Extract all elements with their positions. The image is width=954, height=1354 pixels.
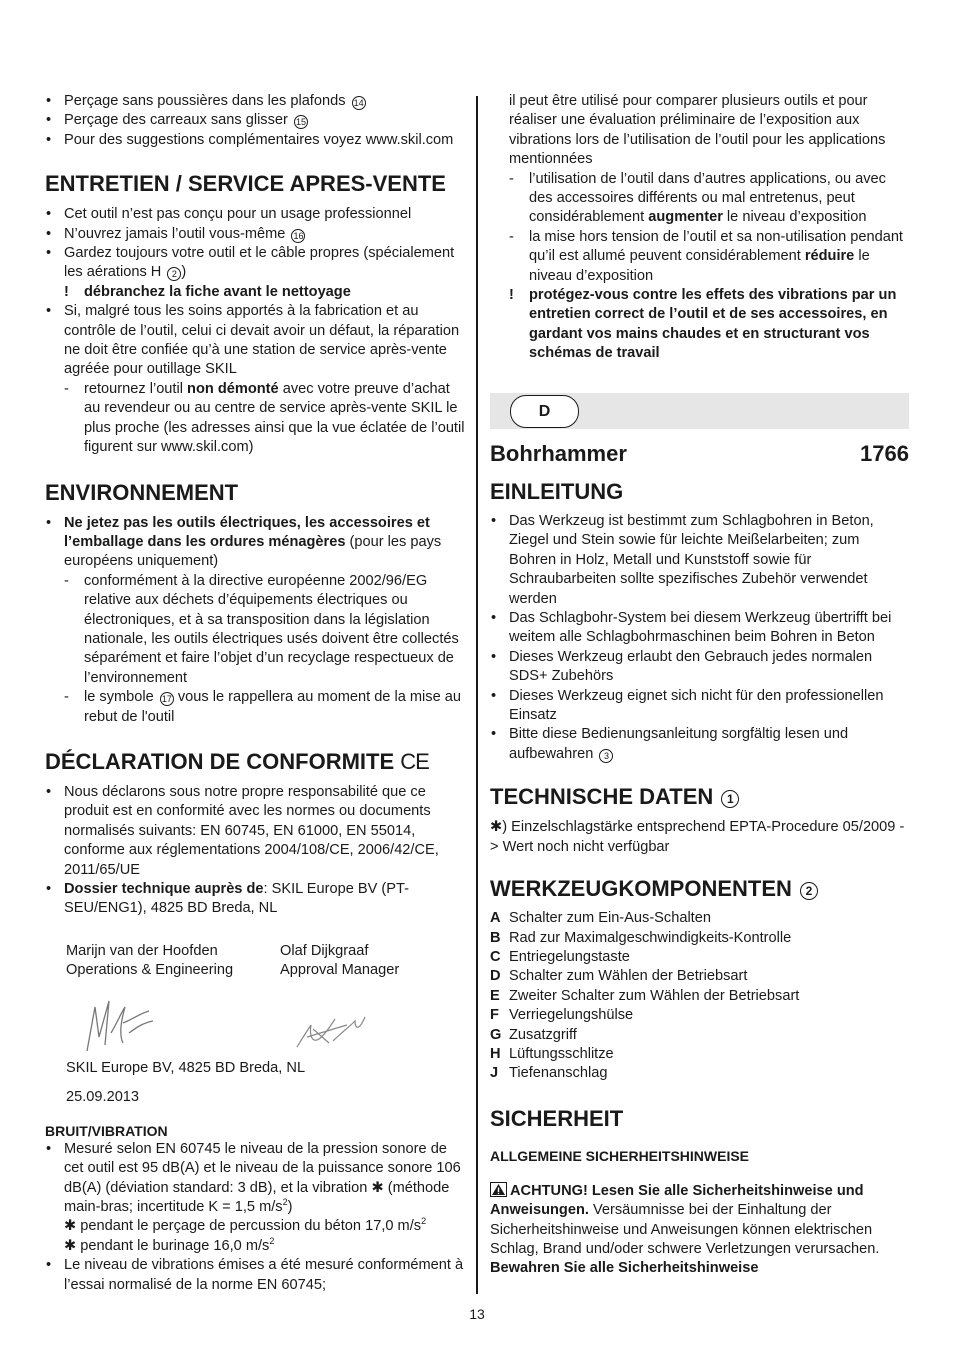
heading-werkzeugkomponenten xyxy=(490,876,909,902)
component-item xyxy=(490,987,909,1006)
component-key: C xyxy=(490,948,501,965)
component-key: G xyxy=(490,1026,502,1043)
warning-triangle-icon xyxy=(490,1182,507,1197)
subheading-sicherheitshinweise: ALLGEMEINE SICHERHEITSHINWEISE xyxy=(490,1147,750,1164)
warning-text: protégez-vous contre les effets des vibrations par un entretien correct de l’outil et de ses accessoires, en gardant vos mains chaudes et en structurant vos schémas de travail xyxy=(529,287,897,362)
ref-circle: 2 xyxy=(800,882,818,900)
signatory-1 xyxy=(66,942,233,981)
right-column xyxy=(490,92,910,364)
signatory-name: Olaf Dijkgraaf xyxy=(280,942,369,959)
left-column xyxy=(45,92,467,1295)
declaration-date: 25.09.2013 xyxy=(66,1088,140,1105)
superscript: 2 xyxy=(421,1216,427,1227)
sub-text-bold: réduire xyxy=(804,248,855,265)
warning-bold-text: ACHTUNG! Lesen Sie alle Sicherheitshinweise und Anweisungen. xyxy=(490,1182,864,1219)
signature-1-icon xyxy=(81,993,161,1057)
sub-text: vous le rappellera au moment de la mise au rebut de l'outil xyxy=(84,689,461,725)
sub-text: conformément à la directive européenne 2002/96/EG relative aux déchets d’équipements électriques ou électroniques, et à sa transposition dans la législation nationale, les outils électriques usés doivent être collectés séparément et faire l’objet d’un recyclage respectueux de l’environnement xyxy=(84,572,459,686)
component-key: H xyxy=(490,1045,501,1062)
ref-circle: 17 xyxy=(161,694,172,705)
component-key: F xyxy=(490,1007,499,1024)
list-item xyxy=(45,111,467,130)
dash-marker: - xyxy=(64,572,69,589)
signatory-name: Marijn van der Hoofden xyxy=(66,942,218,959)
component-label: Tiefenanschlag xyxy=(509,1065,608,1082)
sub-text-bold: augmenter xyxy=(648,209,723,226)
ref-circle: 15 xyxy=(295,117,306,128)
component-label: Zusatzgriff xyxy=(509,1026,577,1043)
heading-environnement: ENVIRONNEMENT xyxy=(45,479,239,505)
heading-einleitung: EINLEITUNG xyxy=(490,479,624,504)
entretien-list xyxy=(45,205,467,283)
signatory-role: Operations & Engineering xyxy=(66,962,234,979)
list-item xyxy=(490,725,909,764)
component-label: Verriegelungshülse xyxy=(509,1007,634,1024)
warning-bold-text: Bewahren Sie alle Sicherheitshinweise xyxy=(490,1260,759,1277)
signature-2-icon xyxy=(293,1007,373,1055)
signatory-role: Approval Manager xyxy=(280,962,400,979)
ref-circle: 14 xyxy=(353,98,364,108)
sub-text: retournez l’outil xyxy=(84,380,188,397)
component-key: E xyxy=(490,987,500,1004)
list-item-text: Bitte diese Bedienungsanleitung sorgfältig lesen und aufbewahren xyxy=(509,726,849,762)
star-icon: ✱ xyxy=(64,1237,77,1254)
sub-text: la mise hors tension de l’outil et sa non-utilisation pendant qu’il est allumé peuvent considérablement xyxy=(529,228,903,265)
heading-text: WERKZEUGKOMPONENTEN xyxy=(490,876,792,902)
sub-text: l’utilisation de l’outil dans d’autres applications, ou avec des accessoires différents ou mal entretenus, peut considérablement xyxy=(529,170,886,226)
column-divider xyxy=(476,96,478,1294)
component-label: Schalter zum Ein-Aus-Schalten xyxy=(509,910,711,927)
heading-bruit: BRUIT/VIBRATION xyxy=(45,1122,168,1139)
component-item xyxy=(490,1064,909,1083)
component-label: Zweiter Schalter zum Wählen der Betriebsart xyxy=(509,987,800,1004)
sub-text: le symbole xyxy=(84,689,154,706)
sub-text: le niveau d’exposition xyxy=(722,209,867,226)
warning-text: Versäumnisse bei der Einhaltung der Sicherheitshinweise und Anweisungen können elektrischen Schlag, Brand und/oder schwere Verletzungen verursachen. xyxy=(490,1202,880,1257)
list-item xyxy=(45,1140,467,1256)
sub-item xyxy=(490,170,910,228)
ref-circle: 2 xyxy=(167,267,181,281)
ce-mark-icon: CE xyxy=(400,748,429,774)
star-icon: ✱ xyxy=(64,1218,77,1235)
list-item xyxy=(45,225,467,244)
component-item xyxy=(490,1006,909,1025)
list-item: • Le niveau de vibrations émises a été mesuré conformément à l’essai normalisé de la norme EN 60745; xyxy=(45,1256,467,1295)
german-section xyxy=(490,441,909,1279)
components-list xyxy=(490,909,909,1084)
environnement-list xyxy=(45,514,467,572)
entretien-list-2 xyxy=(45,302,467,380)
list-item: • Dieses Werkzeug eignet sich nicht für den professionellen Einsatz xyxy=(490,687,909,726)
component-label: Schalter zum Wählen der Betriebsart xyxy=(509,968,748,985)
dash-marker: - xyxy=(64,689,69,706)
component-key: J xyxy=(490,1065,499,1082)
sub-item xyxy=(45,688,467,727)
list-item-text: N’ouvrez jamais l’outil vous-même xyxy=(64,225,286,242)
exclamation-mark: ! xyxy=(509,287,514,304)
list-item-text: ) xyxy=(181,264,187,281)
heading-technische-daten xyxy=(490,784,909,810)
note-text: ) Einzelschlagstärke entsprechend EPTA-Procedure 05/2009 -> Wert noch nicht verfügbar xyxy=(490,819,905,855)
list-item-bold: Ne jetez pas les outils électriques, les accessoires et l’emballage dans les ordures ménagères xyxy=(64,514,430,550)
dash-marker: - xyxy=(64,380,69,397)
conformite-list xyxy=(45,783,467,919)
language-banner xyxy=(490,393,909,429)
product-title xyxy=(490,441,909,467)
list-item-text: Perçage des carreaux sans glisser xyxy=(64,112,288,129)
signatory-2 xyxy=(280,942,399,981)
ref-circle: 3 xyxy=(599,749,613,763)
sub-text-bold: non démonté xyxy=(187,380,279,397)
dash-marker: - xyxy=(509,170,514,187)
list-item-bold: Dossier technique auprès de xyxy=(64,881,264,897)
dash-marker: - xyxy=(509,228,514,245)
list-item: • Das Werkzeug ist bestimmt zum Schlagbohren in Beton, Ziegel und Stein sowie für leichte Meißelarbeiten; zum Bohren in Holz, Metall und Kunststoff sowie für Schraubarbeiten sollte spezifisches Zubehör verwendet werden xyxy=(490,512,909,609)
list-item-text: pendant le perçage de percussion du béton 17,0 m/s xyxy=(76,1218,422,1235)
list-item-text: pendant le burinage 16,0 m/s xyxy=(76,1237,270,1254)
list-item xyxy=(45,514,467,572)
list-item-text: Perçage sans poussières dans les plafonds xyxy=(64,93,346,109)
sub-text: le niveau d’exposition xyxy=(529,248,870,284)
product-name: Bohrhammer xyxy=(490,441,627,466)
list-item: • Nous déclarons sous notre propre responsabilité que ce produit est en conformité avec les normes ou documents normalisés suivants: EN 60745, EN 61000, EN 55014, conforme aux réglementations 2004/108/CE, 2006/42/CE, 2011/65/UE xyxy=(45,783,467,880)
component-key: D xyxy=(490,968,501,985)
technical-note xyxy=(490,818,909,857)
list-item-text: ) xyxy=(287,1199,293,1216)
component-item xyxy=(490,909,909,928)
component-item xyxy=(490,929,909,948)
list-item xyxy=(45,880,467,919)
list-item: • Cet outil n’est pas conçu pour un usage professionnel xyxy=(45,205,467,224)
heading-sicherheit: SICHERHEIT xyxy=(490,1105,624,1131)
list-item: • Si, malgré tous les soins apportés à la fabrication et au contrôle de l’outil, celui ci devait avoir un défaut, la réparation ne doit être confiée qu’à une station de service après-vente agréée pour outillage SKIL xyxy=(45,302,467,380)
list-item-text: (pour les pays européens uniquement) xyxy=(64,533,442,570)
list-item xyxy=(45,131,467,150)
list-item: • Dieses Werkzeug erlaubt den Gebrauch jedes normalen SDS+ Zubehörs xyxy=(490,648,909,687)
component-item xyxy=(490,1026,909,1045)
warning-text: débranchez la fiche avant le nettoyage xyxy=(84,283,351,300)
component-label: Lüftungsschlitze xyxy=(509,1045,614,1062)
component-label: Rad zur Maximalgeschwindigkeits-Kontrolle xyxy=(509,929,792,946)
component-key: A xyxy=(490,910,501,927)
heading-entretien: ENTRETIEN / SERVICE APRES-VENTE xyxy=(45,171,446,197)
component-key: B xyxy=(490,929,501,946)
component-item xyxy=(490,1045,909,1064)
superscript: 2 xyxy=(269,1235,275,1246)
ref-circle: 1 xyxy=(721,790,739,808)
bruit-list xyxy=(45,1140,467,1295)
list-item xyxy=(45,244,467,283)
ref-circle: 16 xyxy=(293,230,304,241)
language-badge: D xyxy=(510,395,579,428)
heading-conformite xyxy=(45,749,467,775)
continuation-text: il peut être utilisé pour comparer plusieurs outils et pour réaliser une évaluation préliminaire de l’exposition aux vibrations lors de l’utilisation de l’outil pour les applications mentionnées xyxy=(509,93,886,168)
list-item-text: (méthode main-bras; incertitude K = 1,5 m/s xyxy=(64,1179,450,1216)
safety-warning xyxy=(490,1182,909,1279)
component-item xyxy=(490,948,909,967)
heading-text: TECHNISCHE DATEN xyxy=(490,784,714,810)
list-item-text: Mesuré selon EN 60745 le niveau de la pression sonore de cet outil est 95 dB(A) et le niveau de la puissance sonore 106 dB(A) (déviation standard: 3 dB), et la vibration xyxy=(64,1140,461,1196)
star-icon: ✱ xyxy=(490,819,503,836)
component-label: Entriegelungstaste xyxy=(509,948,630,965)
company-address: SKIL Europe BV, 4825 BD Breda, NL xyxy=(66,1059,306,1076)
list-item-text: : SKIL Europe BV (PT-SEU/ENG1), 4825 BD Breda, NL xyxy=(64,881,409,917)
signature-block xyxy=(45,919,467,1107)
sub-item xyxy=(490,228,910,286)
warning-line xyxy=(490,286,910,364)
list-item xyxy=(45,92,467,111)
product-number: 1766 xyxy=(860,441,909,466)
intro-list xyxy=(45,92,467,150)
einleitung-list xyxy=(490,512,909,764)
exclamation-mark: ! xyxy=(64,283,69,300)
page-number: 13 xyxy=(469,1306,485,1322)
component-item xyxy=(490,967,909,986)
sub-item xyxy=(45,380,467,458)
superscript: 2 xyxy=(282,1197,288,1208)
sub-item xyxy=(45,572,467,688)
warning-line xyxy=(45,283,467,302)
list-item: • Das Schlagbohr-System bei diesem Werkzeug übertrifft bei weitem alle Schlagbohrmaschinen beim Bohren in Beton xyxy=(490,609,909,648)
heading-text: DÉCLARATION DE CONFORMITE xyxy=(45,748,395,774)
sub-text: avec votre preuve d’achat au revendeur ou au centre de service après-vente SKIL le plus proche (les adresses ainsi que la vue éclatée de l’outil figurent sur www.skil.com) xyxy=(84,380,465,456)
star-icon: ✱ xyxy=(371,1179,384,1196)
list-item-text: Pour des suggestions complémentaires voyez www.skil.com xyxy=(64,131,454,148)
list-item-text: Gardez toujours votre outil et le câble propres (spécialement les aérations H xyxy=(64,245,455,281)
